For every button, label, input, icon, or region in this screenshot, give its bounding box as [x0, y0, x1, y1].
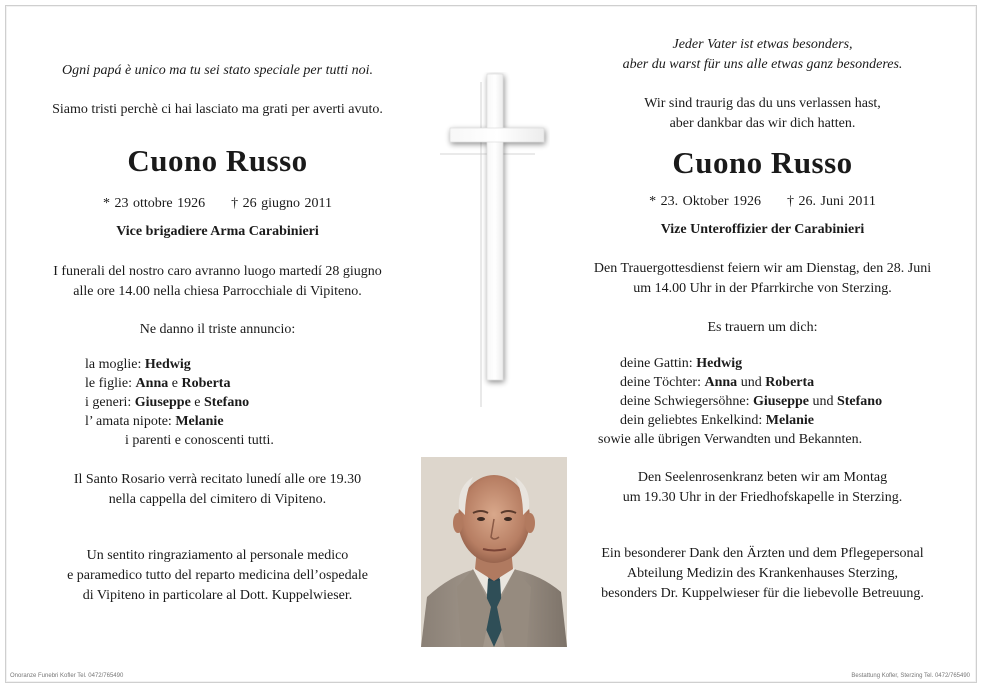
- italian-family-inlaws: i generi: Giuseppe e Stefano: [85, 395, 250, 410]
- german-quote-line-1: Jeder Vater ist etwas besonders,: [672, 37, 853, 52]
- italian-funeral-line-2: alle ore 14.00 nella chiesa Parrocchiale di Vipiteno.: [73, 284, 362, 299]
- italian-family-others: i parenti e conoscenti tutti.: [125, 433, 274, 448]
- italian-family-daughters: le figlie: Anna e Roberta: [85, 376, 231, 391]
- german-rosary-line-1: Den Seelenrosenkranz beten wir am Montag: [637, 470, 888, 485]
- german-rosary-line-2: um 19.30 Uhr in der Friedhofskapelle in Sterzing.: [622, 490, 903, 505]
- german-thanks-line-2: Abteilung Medizin des Krankenhauses Sterzing,: [627, 566, 898, 581]
- italian-family-wife: la moglie: Hedwig: [85, 357, 191, 372]
- italian-thanks-line-2: e paramedico tutto del reparto medicina dell’ospedale: [67, 568, 368, 583]
- italian-intro: Siamo tristi perchè ci hai lasciato ma grati per averti avuto.: [52, 102, 383, 117]
- cross-icon: [440, 72, 550, 412]
- german-announce: Es trauern um dich:: [707, 320, 818, 335]
- italian-rosary-line-2: nella cappella del cimitero di Vipiteno.: [108, 492, 327, 507]
- german-dates: [555, 194, 970, 210]
- italian-funeral-line-1: I funerali del nostro caro avranno luogo martedí 28 giugno: [53, 264, 382, 279]
- italian-family-grandchild: l’ amata nipote: Melanie: [85, 414, 224, 429]
- german-intro-line-2: aber dankbar das wir dich hatten.: [669, 116, 856, 131]
- german-family-grandchild: dein geliebtes Enkelkind: Melanie: [620, 413, 815, 428]
- italian-announce: Ne danno il triste annuncio:: [139, 322, 296, 337]
- german-family-daughters: deine Töchter: Anna und Roberta: [620, 375, 815, 390]
- german-birth-date: * 23. Oktober 1926: [649, 194, 762, 209]
- german-thanks-line-3: besonders Dr. Kuppelwieser für die liebevolle Betreuung.: [601, 586, 924, 601]
- italian-dates: [15, 196, 420, 212]
- italian-name: Cuono Russo: [127, 143, 308, 178]
- german-quote-line-2: aber du warst für uns alle etwas ganz besonderes.: [622, 57, 903, 72]
- italian-footer: Onoranze Funebri Kofler Tel. 0472/765490: [10, 673, 124, 679]
- italian-thanks-line-3: di Vipiteno in particolare al Dott. Kuppelwieser.: [82, 588, 353, 603]
- german-death-date: † 26. Juni 2011: [787, 194, 876, 209]
- german-rank: Vize Unteroffizier der Carabinieri: [660, 222, 865, 237]
- german-family-inlaws: deine Schwiegersöhne: Giuseppe und Stefano: [620, 394, 883, 409]
- german-funeral-line-2: um 14.00 Uhr in der Pfarrkirche von Sterzing.: [633, 281, 892, 296]
- german-intro-line-1: Wir sind traurig das du uns verlassen hast,: [644, 96, 881, 111]
- german-family-wife: deine Gattin: Hedwig: [620, 356, 743, 371]
- german-family-list: [598, 354, 970, 449]
- german-column: [555, 0, 970, 688]
- italian-thanks-line-1: Un sentito ringraziamento al personale medico: [86, 548, 349, 563]
- german-name: Cuono Russo: [672, 145, 853, 180]
- italian-birth-date: * 23 ottobre 1926: [102, 196, 206, 211]
- portrait-photo: [421, 457, 567, 647]
- german-footer: Bestattung Kofler, Sterzing Tel. 0472/765490: [851, 673, 970, 679]
- german-thanks-line-1: Ein besonderer Dank den Ärzten und dem Pflegepersonal: [601, 546, 924, 561]
- german-family-others: sowie alle übrigen Verwandten und Bekannten.: [598, 432, 863, 447]
- italian-family-list: [85, 355, 405, 450]
- italian-rank: Vice brigadiere Arma Carabinieri: [116, 224, 319, 239]
- german-funeral-line-1: Den Trauergottesdienst feiern wir am Dienstag, den 28. Juni: [593, 261, 932, 276]
- italian-column: [15, 0, 420, 688]
- italian-death-date: † 26 giugno 2011: [231, 196, 333, 211]
- italian-quote: Ogni papá è unico ma tu sei stato speciale per tutti noi.: [61, 63, 374, 78]
- italian-rosary-line-1: Il Santo Rosario verrà recitato lunedí alle ore 19.30: [73, 472, 362, 487]
- portrait-illustration: [421, 457, 567, 647]
